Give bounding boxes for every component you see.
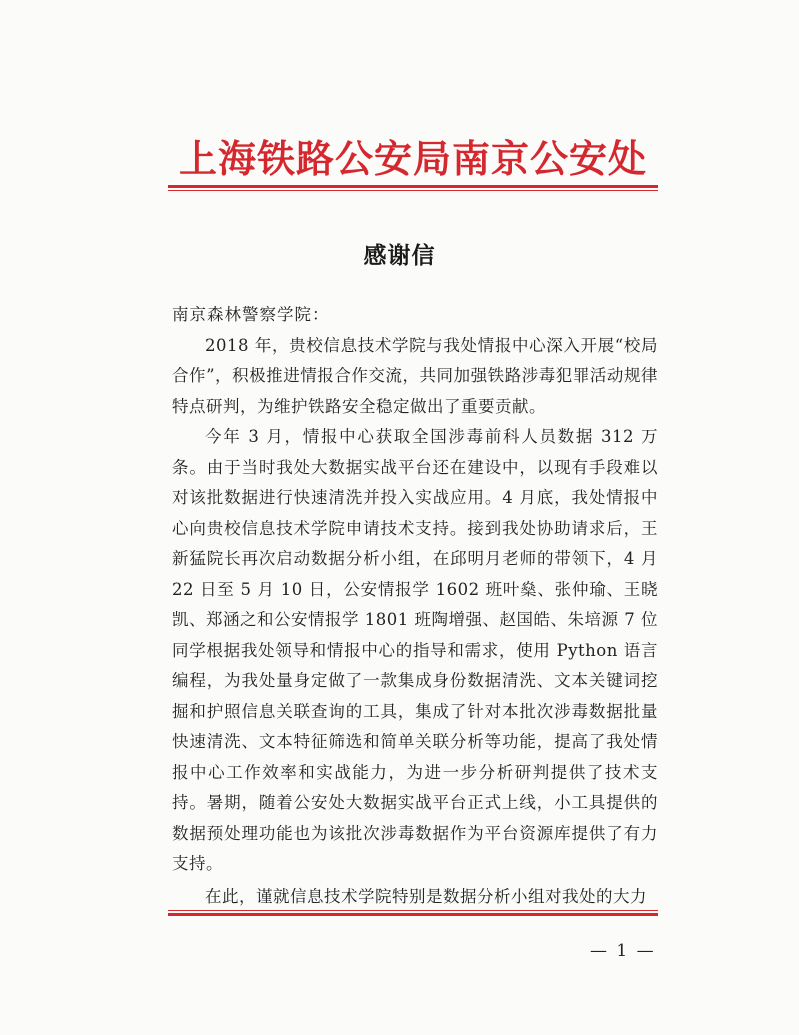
page-number: — 1 —	[590, 941, 656, 961]
paragraph-3: 在此，谨就信息技术学院特别是数据分析小组对我处的大力	[205, 886, 647, 906]
footer-rule-thin	[168, 910, 658, 911]
footer-rule-thick	[168, 913, 658, 916]
paragraph-1: 2018 年，贵校信息技术学院与我处情报中心深入开展“校局合作”，积极推进情报合作交流，共同加强铁路涉毒犯罪活动规律特点研判，为维护铁路安全稳定做出了重要贡献。	[172, 335, 658, 416]
letterhead-title: 上海铁路公安局南京公安处	[178, 136, 647, 181]
letterhead-rule-thick	[168, 185, 658, 188]
letter-body	[172, 300, 658, 912]
paragraph-2: 今年 3 月，情报中心获取全国涉毒前科人员数据 312 万条。由于当时我处大数据实战平台还在建设中，以现有手段难以对该批数据进行快速清洗并投入实战应用。4 月底，我处情报中心向贵校信息技术学院申请技术支持。接到我处协助请求后，王新猛院长再次启动数据分析小组，在邱明月老师的带领下，4 月 22 日至 5 月 10 日，公安情报学 1602 班叶燊、张仲瑜、王晓凯、郑涵之和公安情报学 1801 班陶增强、赵国皓、朱培源 7 位同学根据我处领导和情报中心的指导和需求，使用 Python 语言编程，为我处量身定做了一款集成身份数据清洗、文本关键词挖掘和护照信息关联查询的工具，集成了针对本批次涉毒数据批量快速清洗、文本特征筛选和简单关联分析等功能，提高了我处情报中心工作效率和实战能力，为进一步分析研判提供了技术支持。暑期，随着公安处大数据实战平台正式上线，小工具提供的数据预处理功能也为该批次涉毒数据作为平台资源库提供了有力支持。	[172, 427, 658, 873]
salutation: 南京森林警察学院：	[172, 305, 330, 324]
letterhead-rule-thin	[168, 190, 658, 191]
document-title: 感谢信	[363, 243, 436, 269]
